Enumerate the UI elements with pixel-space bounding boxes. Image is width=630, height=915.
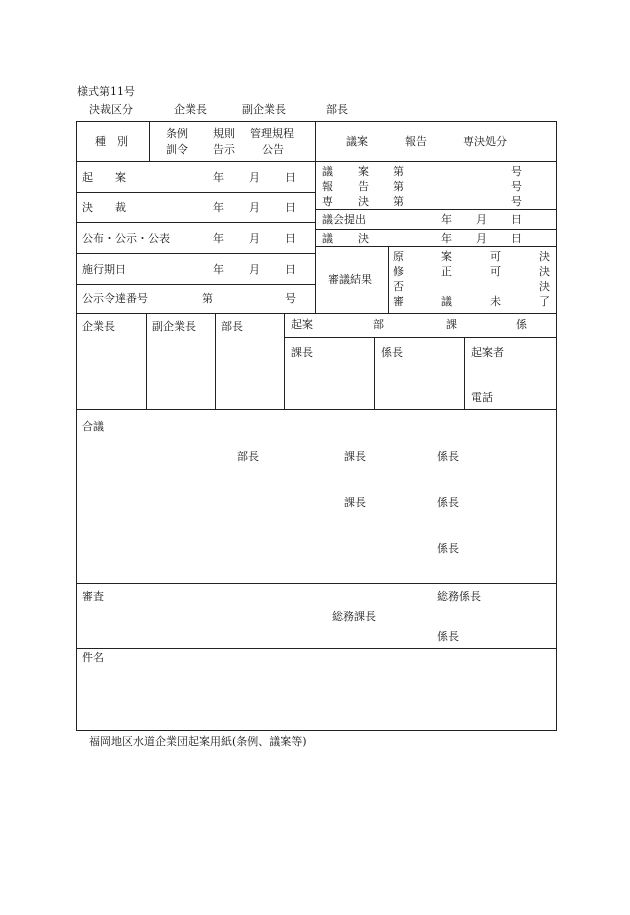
approval-kakaricho: 係長 [381, 346, 403, 359]
sekou-month: 月 [249, 263, 260, 276]
houkoku-dai: 第 [393, 180, 404, 193]
decision-option-fuku[interactable]: 副企業長 [242, 103, 286, 116]
rule [149, 121, 150, 161]
result-genan-4[interactable]: 決 [539, 250, 550, 263]
gougi-kacho-2: 課長 [344, 496, 366, 509]
rule [315, 229, 557, 230]
rule [76, 253, 315, 254]
kessai-year: 年 [213, 201, 224, 214]
kessai-day: 日 [285, 201, 296, 214]
kouhu-day: 日 [285, 232, 296, 245]
rule [315, 121, 316, 313]
approval-kacho: 課長 [291, 346, 313, 359]
form-number: 様式第11号 [77, 85, 135, 98]
kouhu-month: 月 [249, 232, 260, 245]
teishutsu-year: 年 [441, 213, 452, 226]
rule [76, 222, 315, 223]
rule [215, 313, 216, 409]
sekou-year: 年 [213, 263, 224, 276]
shinsa-kakaricho: 係長 [437, 630, 459, 643]
rule [76, 583, 557, 584]
type-senketsu[interactable]: 専決処分 [463, 135, 507, 148]
kian-label: 起 案 [82, 171, 126, 184]
tatsu-dai: 第 [202, 292, 213, 305]
type-jorei[interactable]: 条例 [166, 127, 188, 140]
approval-fuku: 副企業長 [152, 320, 196, 333]
sekou-day: 日 [285, 263, 296, 276]
approval-ka: 課 [446, 318, 457, 331]
senketsu-go: 号 [511, 195, 522, 208]
kian-month: 月 [249, 171, 260, 184]
result-hiketsu-2[interactable]: 決 [539, 280, 550, 293]
giketsu-year: 年 [441, 232, 452, 245]
houkoku-b: 告 [358, 180, 369, 193]
giketsu-b: 決 [358, 232, 369, 245]
rule [374, 337, 375, 409]
tatsu-label: 公示令達番号 [82, 292, 148, 305]
type-gian[interactable]: 議案 [346, 135, 368, 148]
rule [76, 313, 557, 314]
shinsa-label: 審査 [82, 590, 104, 603]
decision-option-bucho[interactable]: 部長 [326, 103, 348, 116]
rule [76, 284, 315, 285]
approval-bu: 部 [373, 318, 384, 331]
tatsu-go: 号 [285, 292, 296, 305]
gougi-bucho: 部長 [237, 450, 259, 463]
approval-kigyo: 企業長 [82, 320, 115, 333]
kenmei-field[interactable] [80, 668, 552, 726]
result-shusei-4[interactable]: 決 [539, 265, 550, 278]
gian-dai: 第 [393, 165, 404, 178]
gougi-kakaricho-3: 係長 [437, 542, 459, 555]
result-genan-3[interactable]: 可 [490, 250, 501, 263]
approval-kiansha: 起案者 [471, 346, 504, 359]
approval-kian: 起案 [291, 318, 313, 331]
senketsu-b: 決 [358, 195, 369, 208]
sekou-label: 施行期日 [82, 263, 126, 276]
rule [284, 337, 557, 338]
gian-go: 号 [511, 165, 522, 178]
rule [464, 337, 465, 409]
type-kokuji[interactable]: 告示 [213, 143, 235, 156]
houkoku-go: 号 [511, 180, 522, 193]
type-houkoku[interactable]: 報告 [405, 135, 427, 148]
decision-option-kigyo[interactable]: 企業長 [174, 103, 207, 116]
result-genan-1[interactable]: 原 [393, 250, 404, 263]
approval-bucho: 部長 [221, 320, 243, 333]
houkoku-a: 報 [322, 180, 333, 193]
type-kanri-kitei[interactable]: 管理規程 [250, 127, 294, 140]
result-shusei-3[interactable]: 可 [490, 265, 501, 278]
type-kunrei[interactable]: 訓令 [166, 143, 188, 156]
rule [76, 161, 557, 162]
result-miryo-3[interactable]: 未 [490, 295, 501, 308]
result-shusei-2[interactable]: 正 [441, 265, 452, 278]
rule [76, 409, 557, 410]
rule [76, 192, 315, 193]
kenmei-label: 件名 [82, 651, 104, 664]
giketsu-day: 日 [511, 232, 522, 245]
rule [76, 648, 557, 649]
senketsu-dai: 第 [393, 195, 404, 208]
rule [315, 246, 557, 247]
teishutsu-month: 月 [476, 213, 487, 226]
approval-kakari: 係 [516, 318, 527, 331]
rule [388, 246, 389, 313]
result-miryo-2[interactable]: 議 [441, 295, 452, 308]
kessai-month: 月 [249, 201, 260, 214]
giketsu-month: 月 [476, 232, 487, 245]
gougi-kakaricho-2: 係長 [437, 496, 459, 509]
rule [146, 313, 147, 409]
gougi-label: 合議 [82, 420, 104, 433]
kouhu-year: 年 [213, 232, 224, 245]
gougi-kakaricho-1: 係長 [437, 450, 459, 463]
gian-b: 案 [358, 165, 369, 178]
result-shusei-1[interactable]: 修 [393, 265, 404, 278]
teishutsu-label: 議会提出 [322, 213, 366, 226]
result-genan-2[interactable]: 案 [441, 250, 452, 263]
rule [284, 313, 285, 409]
rule [315, 209, 557, 210]
gian-a: 議 [322, 165, 333, 178]
giketsu-a: 議 [322, 232, 333, 245]
result-hiketsu-1[interactable]: 否 [393, 280, 404, 293]
shingi-label: 審議結果 [328, 273, 372, 286]
decision-label: 決裁区分 [89, 103, 133, 116]
teishutsu-day: 日 [511, 213, 522, 226]
shinsa-somu-kacho: 総務課長 [332, 610, 376, 623]
kouhu-label: 公布・公示・公表 [82, 232, 170, 245]
shinsa-somu-kakaricho: 総務係長 [437, 590, 481, 603]
kian-year: 年 [213, 171, 224, 184]
type-koukoku[interactable]: 公告 [262, 143, 284, 156]
kian-day: 日 [285, 171, 296, 184]
gougi-kacho-1: 課長 [344, 450, 366, 463]
approval-denwa: 電話 [471, 391, 493, 404]
type-kisoku[interactable]: 規則 [213, 127, 235, 140]
footer-caption: 福岡地区水道企業団起案用紙(条例、議案等) [89, 735, 307, 748]
result-miryo-4[interactable]: 了 [539, 295, 550, 308]
senketsu-a: 専 [322, 195, 333, 208]
kessai-label: 決 裁 [82, 201, 126, 214]
result-miryo-1[interactable]: 審 [393, 295, 404, 308]
type-label: 種 別 [95, 135, 128, 148]
